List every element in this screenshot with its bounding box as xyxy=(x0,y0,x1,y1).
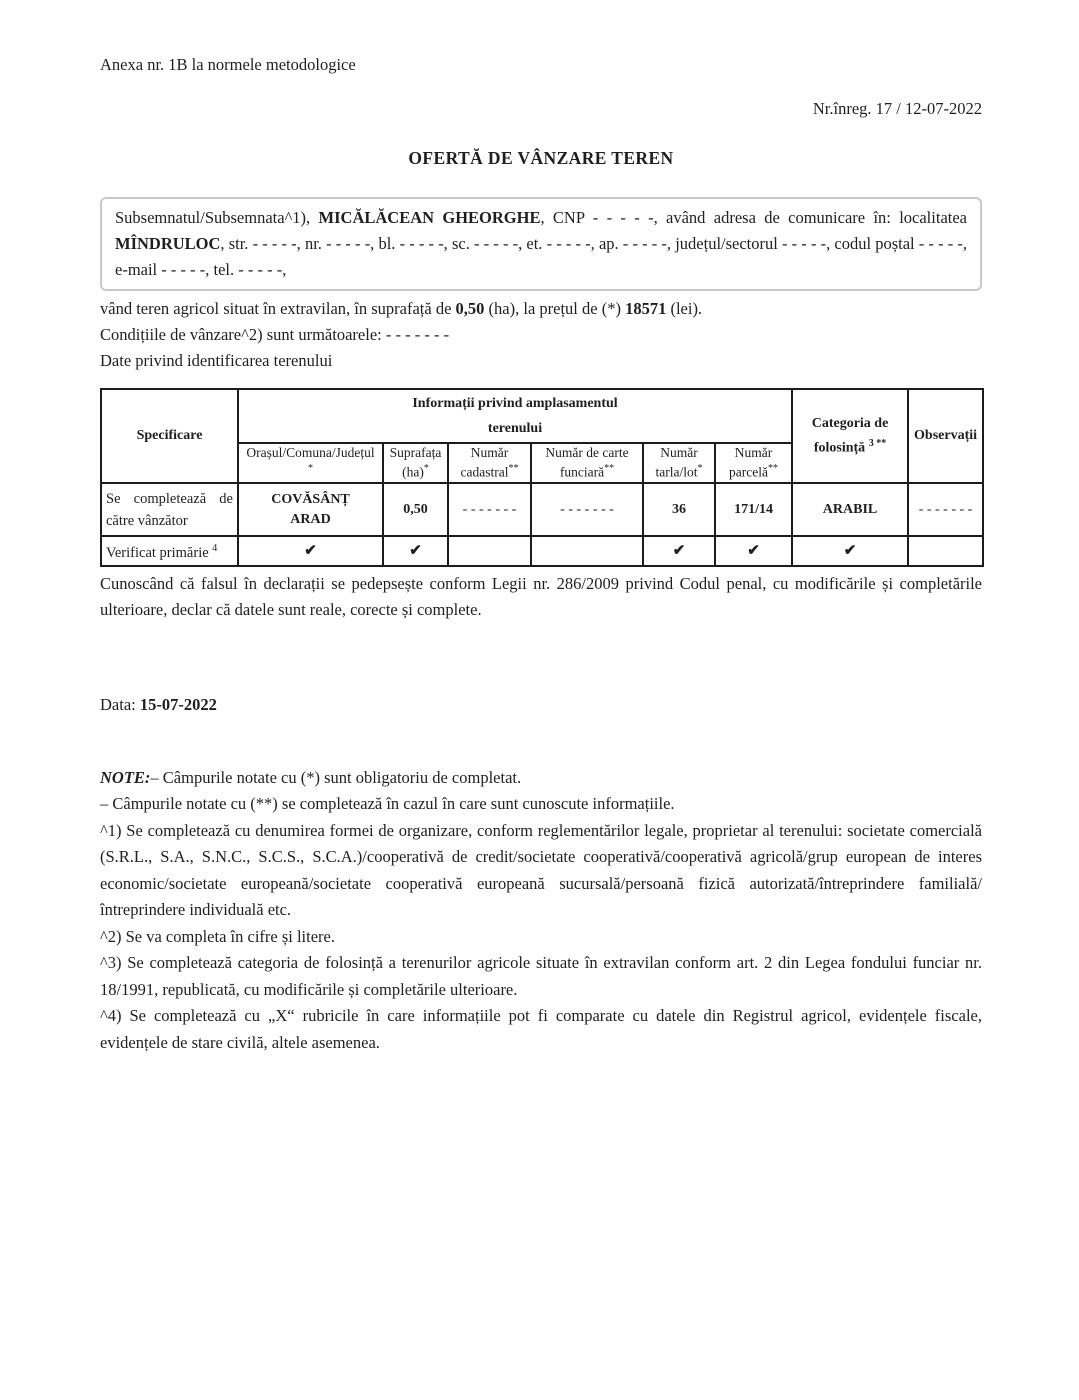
applicant-info-box xyxy=(100,197,982,291)
sale-text-2: (ha), la prețul de (*) xyxy=(484,299,626,318)
notes-title: NOTE: xyxy=(100,767,151,787)
subheader-suprafata-line1: Suprafața xyxy=(389,445,442,461)
intro-text-3: , str. - - - - -, nr. - - - - -, bl. - - - - -, sc. - - - - -, et. - - - - -, ap. - - - - -, județul/sectorul - - - - -, codul poștal - - - - -, e-mail - - - - -, tel. - - - - -, xyxy=(115,234,967,279)
seller-name: MICĂLĂCEAN GHEORGHE xyxy=(318,208,541,227)
subheader-tarla-text: tarla/lot xyxy=(655,464,698,480)
sale-details xyxy=(100,296,982,374)
subheader-suprafata-line2 xyxy=(388,461,443,481)
subheader-carte-sup: ** xyxy=(604,463,615,475)
date-value: 15-07-2022 xyxy=(139,694,217,714)
applicant-paragraph xyxy=(115,205,967,283)
cell-categoria: ARABIL xyxy=(792,483,908,536)
subheader-parcela-line2 xyxy=(720,461,787,481)
note-item-3: ^2) Se va completa în cifre și litere. xyxy=(100,926,335,946)
subheader-cadastral-text: cadastral xyxy=(460,464,509,480)
subheader-oras-sup: * xyxy=(308,463,313,475)
subheader-carte-text: funciară xyxy=(559,464,605,480)
verify-label-sup: 4 xyxy=(212,543,218,554)
sale-text-1: vând teren agricol situat în extravilan, în suprafață de xyxy=(100,299,456,318)
header-categoria xyxy=(792,389,908,483)
subheader-suprafata-sup: * xyxy=(423,463,429,475)
subheader-cadastral xyxy=(448,443,531,483)
registration-number: Nr.înreg. 17 / 12-07-2022 xyxy=(812,99,982,118)
subheader-oras xyxy=(238,443,383,483)
declaration-text: Cunoscând că falsul în declarații se pedepsește conform Legii nr. 286/2009 privind Codul penal, cu modificările și completările ulterioare, declar că datele sunt reale, corecte și complete. xyxy=(100,573,982,619)
sale-text-3: (lei). xyxy=(666,299,703,318)
sale-statement xyxy=(100,296,982,322)
subheader-carte-funciara xyxy=(531,443,643,483)
locality-name: MÎNDRULOC xyxy=(115,234,221,253)
subheader-cadastral-line1: Număr xyxy=(470,445,509,461)
note-item-0: – Câmpurile notate cu (*) sunt obligatoriu de completat. xyxy=(150,767,522,787)
subheader-cadastral-line2 xyxy=(453,461,526,481)
subheader-parcela-text: parcelă xyxy=(729,464,768,480)
verify-label-text: Verificat primărie xyxy=(106,544,209,561)
table-row-verify xyxy=(101,536,983,566)
cell-oras-line1: COVĂSÂNȚ xyxy=(271,491,350,507)
verify-row-label xyxy=(101,536,238,566)
cell-oras xyxy=(238,483,383,536)
subheader-cadastral-sup: ** xyxy=(508,463,519,475)
verify-check-oras: ✔ xyxy=(238,536,383,566)
verify-check-suprafata: ✔ xyxy=(383,536,448,566)
subheader-tarla-line1: Număr xyxy=(660,445,698,461)
subheader-carte-line2 xyxy=(536,461,638,481)
area-value: 0,50 xyxy=(455,299,485,318)
subheader-parcela-line1: Număr xyxy=(734,445,773,461)
land-data-heading: Date privind identificarea terenului xyxy=(100,351,333,370)
cell-cadastral: - - - - - - - xyxy=(448,483,531,536)
note-item-2: ^1) Se completează cu denumirea formei de organizare, conform reglementărilor legale, proprietar al terenului: societate comercială (S.R.L., S.A., S.N.C., S.C.S., S.C.A.)/cooperativă de credit/societate cooperativă/cooperativă agricolă/grup european de interes economic/societate europeană/societate cooperativă europeană sucursală/persoană fizică autorizată/întreprindere familială/întreprindere individuală etc. xyxy=(100,820,982,920)
verify-check-tarla: ✔ xyxy=(643,536,715,566)
subheader-parcela xyxy=(715,443,792,483)
verify-check-cadastral xyxy=(448,536,531,566)
note-item-4: ^3) Se completează categoria de folosință a terenurilor agricole situate în extravilan conform art. 2 din Legea fondului funciar nr. 18/1991, republicată, cu modificările și completările ulterioare. xyxy=(100,953,982,999)
header-observatii: Observații xyxy=(908,389,983,483)
note-line-1 xyxy=(100,765,982,792)
subheader-suprafata-text: (ha) xyxy=(402,464,424,480)
subheader-oras-line2 xyxy=(243,461,378,481)
header-info-group xyxy=(238,389,792,443)
subheader-carte-line1: Număr de carte xyxy=(545,445,629,461)
note-item-5: ^4) Se completează cu „X“ rubricile în care informațiile pot fi comparate cu datele din Registrul agricol, evidențele fiscale, evidențele de stare civilă, altele asemenea. xyxy=(100,1006,982,1052)
verify-check-observatii xyxy=(908,536,983,566)
cell-oras-line2: ARAD xyxy=(290,511,331,527)
intro-text-2: , CNP - - - - -, având adresa de comunicare în: localitatea xyxy=(540,208,967,227)
subheader-tarla-sup: * xyxy=(697,463,703,475)
document-title: OFERTĂ DE VÂNZARE TEREN xyxy=(408,148,674,168)
header-specificare: Specificare xyxy=(101,389,238,483)
cell-carte-funciara: - - - - - - - xyxy=(531,483,643,536)
price-value: 18571 xyxy=(625,299,667,318)
cell-parcela: 171/14 xyxy=(715,483,792,536)
subheader-suprafata xyxy=(383,443,448,483)
note-item-1: – Câmpurile notate cu (**) se completează în cazul în care sunt cunoscute informațiile. xyxy=(100,794,675,814)
annex-label: Anexa nr. 1B la normele metodologice xyxy=(100,55,356,74)
cell-tarla: 36 xyxy=(643,483,715,536)
verify-check-categoria: ✔ xyxy=(792,536,908,566)
verify-check-parcela: ✔ xyxy=(715,536,792,566)
verify-check-carte-funciara xyxy=(531,536,643,566)
sale-conditions: Condițiile de vânzare^2) sunt următoarele: - - - - - - - xyxy=(100,325,450,344)
intro-text-1: Subsemnatul/Subsemnata^1), xyxy=(115,208,319,227)
date-line xyxy=(100,692,982,718)
subheader-parcela-sup: ** xyxy=(767,463,778,475)
date-label: Data: xyxy=(100,694,140,714)
subheader-tarla xyxy=(643,443,715,483)
header-info-group-line2: terenului xyxy=(487,421,543,436)
notes-section xyxy=(100,765,982,1057)
seller-row-label: Se completează de către vânzător xyxy=(101,483,238,536)
table-row-seller xyxy=(101,483,983,536)
subheader-tarla-line2 xyxy=(648,461,710,481)
cell-suprafata: 0,50 xyxy=(383,483,448,536)
header-info-group-line1: Informații privind amplasamentul xyxy=(412,396,618,411)
land-identification-table xyxy=(100,388,984,567)
header-categoria-label: Categoria de folosință xyxy=(811,415,889,456)
subheader-oras-line1: Orașul/Comuna/Județul xyxy=(246,445,375,461)
cell-observatii: - - - - - - - xyxy=(908,483,983,536)
header-categoria-sup: 3 ** xyxy=(868,437,887,449)
